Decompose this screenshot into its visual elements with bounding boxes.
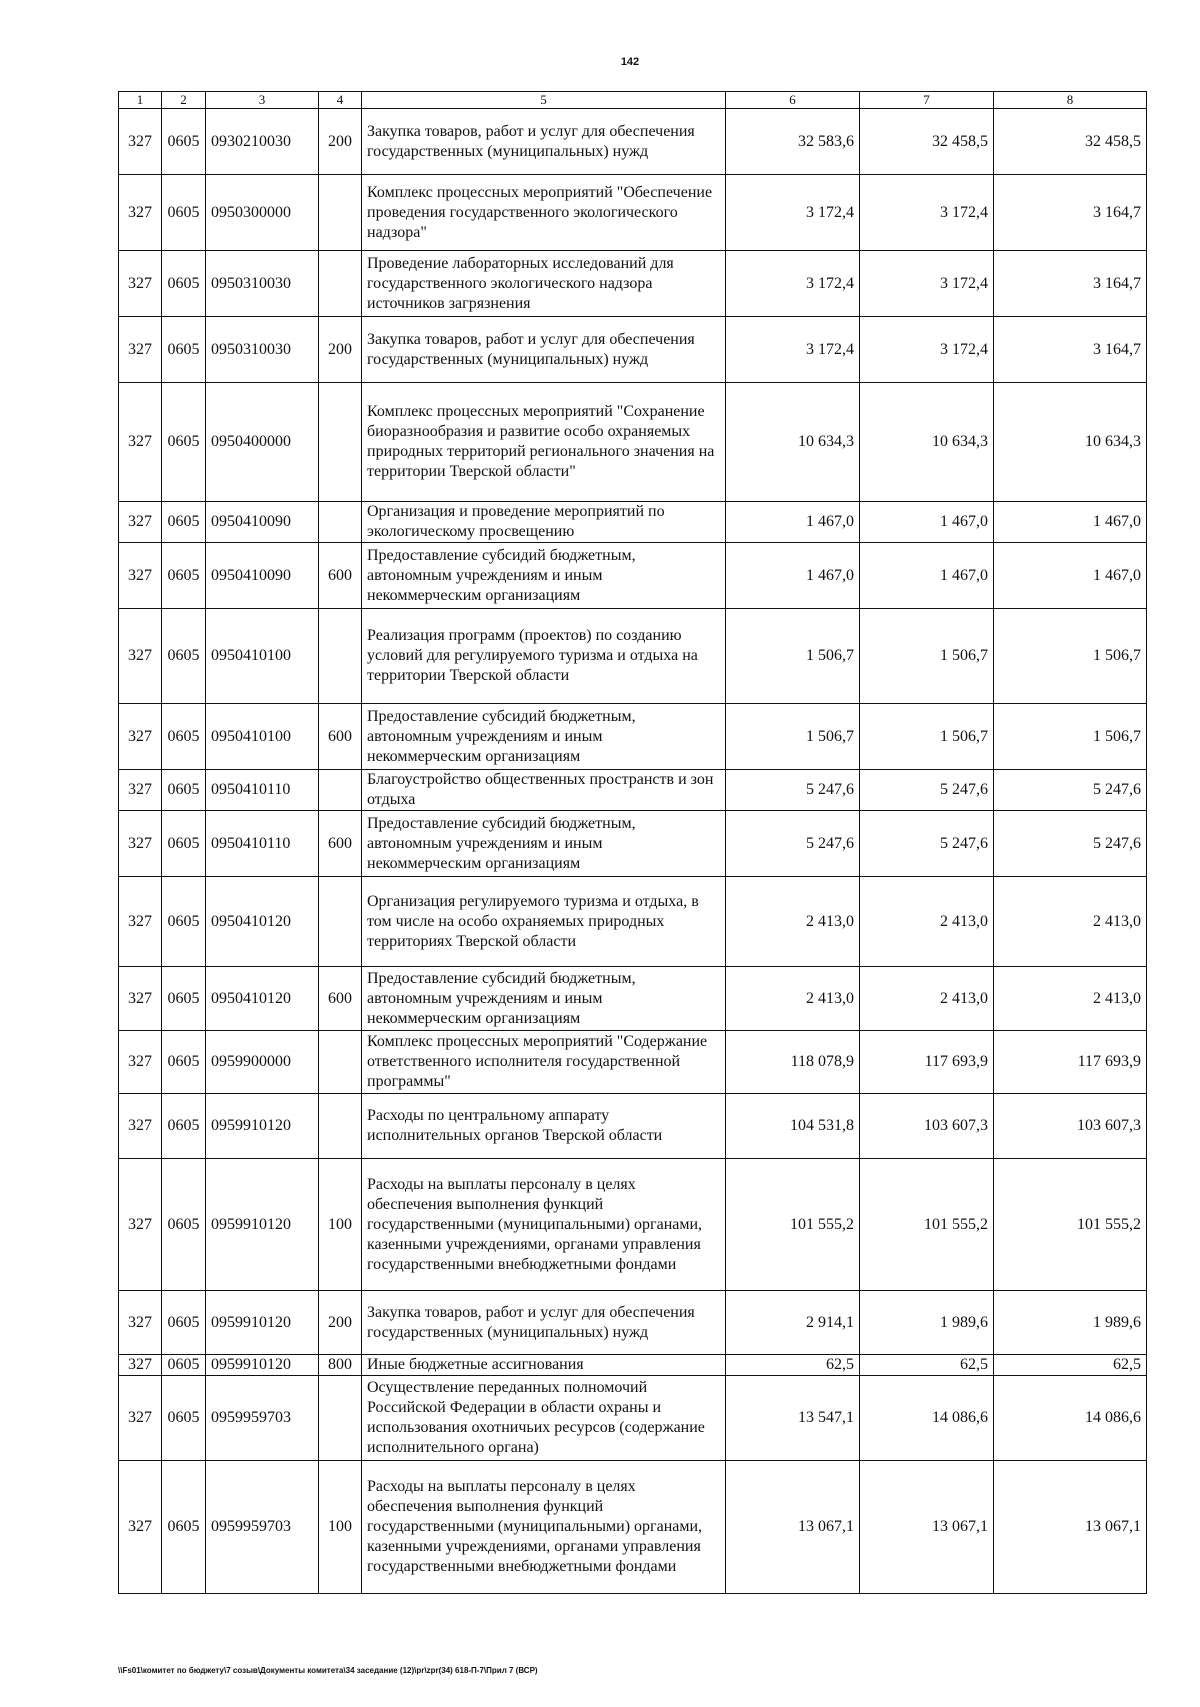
row-value-8: 5 247,6 (994, 770, 1147, 811)
row-description: Осуществление переданных полномочий Российской Федерации в области охраны и использования охотничьих ресурсов (содержание исполнительного органа) (362, 1376, 726, 1461)
table-row (119, 251, 1147, 317)
row-description: Организация регулируемого туризма и отдыха, в том числе на особо охраняемых природных территориях Тверской области (362, 877, 726, 967)
row-value-7: 1 467,0 (860, 543, 994, 609)
row-code-type: 600 (319, 967, 362, 1031)
column-header: 3 (206, 92, 319, 109)
row-code-type: 100 (319, 1461, 362, 1594)
row-description: Закупка товаров, работ и услуг для обеспечения государственных (муниципальных) нужд (362, 109, 726, 175)
row-code-type: 600 (319, 704, 362, 770)
row-code-target: 0959910120 (206, 1159, 319, 1291)
row-code-type (319, 251, 362, 317)
row-value-6: 5 247,6 (726, 811, 860, 877)
row-description: Закупка товаров, работ и услуг для обеспечения государственных (муниципальных) нужд (362, 317, 726, 383)
column-header: 5 (362, 92, 726, 109)
row-value-8: 2 413,0 (994, 877, 1147, 967)
row-code-grbs: 327 (119, 251, 162, 317)
row-code-grbs: 327 (119, 175, 162, 251)
row-code-type: 800 (319, 1355, 362, 1376)
table-row (119, 175, 1147, 251)
row-value-8: 1 506,7 (994, 609, 1147, 704)
table-row (119, 109, 1147, 175)
column-header: 6 (726, 92, 860, 109)
table-row (119, 502, 1147, 543)
row-value-8: 2 413,0 (994, 967, 1147, 1031)
row-code-section: 0605 (162, 502, 206, 543)
column-header: 2 (162, 92, 206, 109)
row-code-type: 200 (319, 317, 362, 383)
row-value-7: 5 247,6 (860, 770, 994, 811)
table-row (119, 317, 1147, 383)
row-code-type: 200 (319, 109, 362, 175)
row-description: Расходы на выплаты персоналу в целях обеспечения выполнения функций государственными (муниципальными) органами, казенными учреждениями, органами управления государственными внебюджетными фондами (362, 1159, 726, 1291)
table-row (119, 704, 1147, 770)
row-code-section: 0605 (162, 251, 206, 317)
row-code-grbs: 327 (119, 1376, 162, 1461)
row-code-section: 0605 (162, 1291, 206, 1355)
row-code-section: 0605 (162, 1355, 206, 1376)
row-value-8: 1 506,7 (994, 704, 1147, 770)
row-value-8: 5 247,6 (994, 811, 1147, 877)
row-code-target: 0950410110 (206, 770, 319, 811)
page-number: 142 (620, 56, 640, 68)
row-value-7: 1 989,6 (860, 1291, 994, 1355)
table-row (119, 383, 1147, 502)
table-row (119, 770, 1147, 811)
row-code-type: 100 (319, 1159, 362, 1291)
row-value-8: 1 989,6 (994, 1291, 1147, 1355)
row-code-grbs: 327 (119, 1159, 162, 1291)
row-value-7: 2 413,0 (860, 967, 994, 1031)
row-description: Реализация программ (проектов) по созданию условий для регулируемого туризма и отдыха на территории Тверской области (362, 609, 726, 704)
footer-file-path: \\Fs01\комитет по бюджету\7 созыв\Документы комитета\34 заседание (12)\pr\zpr(34) 618-П-7\Прил 7 (ВСР) (118, 1666, 538, 1675)
row-code-grbs: 327 (119, 543, 162, 609)
table-row (119, 1355, 1147, 1376)
row-value-7: 103 607,3 (860, 1094, 994, 1159)
row-value-6: 2 413,0 (726, 877, 860, 967)
row-value-6: 118 078,9 (726, 1031, 860, 1094)
row-description: Организация и проведение мероприятий по экологическому просвещению (362, 502, 726, 543)
row-description: Благоустройство общественных пространств и зон отдыха (362, 770, 726, 811)
row-code-type (319, 770, 362, 811)
row-code-section: 0605 (162, 1094, 206, 1159)
row-description: Предоставление субсидий бюджетным, автономным учреждениям и иным некоммерческим организациям (362, 811, 726, 877)
row-value-7: 117 693,9 (860, 1031, 994, 1094)
row-code-type: 600 (319, 811, 362, 877)
row-description: Комплекс процессных мероприятий "Обеспечение проведения государственного экологического надзора" (362, 175, 726, 251)
row-value-6: 101 555,2 (726, 1159, 860, 1291)
row-value-8: 13 067,1 (994, 1461, 1147, 1594)
row-code-type: 600 (319, 543, 362, 609)
row-code-target: 0950310030 (206, 251, 319, 317)
table-row (119, 1376, 1147, 1461)
row-code-target: 0950310030 (206, 317, 319, 383)
row-code-target: 0950410120 (206, 967, 319, 1031)
row-code-target: 0959910120 (206, 1355, 319, 1376)
row-code-section: 0605 (162, 383, 206, 502)
row-code-grbs: 327 (119, 811, 162, 877)
row-value-6: 2 914,1 (726, 1291, 860, 1355)
row-code-section: 0605 (162, 770, 206, 811)
row-code-grbs: 327 (119, 109, 162, 175)
row-description: Закупка товаров, работ и услуг для обеспечения государственных (муниципальных) нужд (362, 1291, 726, 1355)
row-code-type: 200 (319, 1291, 362, 1355)
row-value-7: 3 172,4 (860, 175, 994, 251)
column-header: 1 (119, 92, 162, 109)
row-code-type (319, 609, 362, 704)
row-value-7: 62,5 (860, 1355, 994, 1376)
row-value-8: 10 634,3 (994, 383, 1147, 502)
row-value-8: 3 164,7 (994, 317, 1147, 383)
row-code-section: 0605 (162, 877, 206, 967)
row-description: Предоставление субсидий бюджетным, автономным учреждениям и иным некоммерческим организациям (362, 543, 726, 609)
row-code-grbs: 327 (119, 502, 162, 543)
row-code-target: 0950410100 (206, 704, 319, 770)
row-value-8: 14 086,6 (994, 1376, 1147, 1461)
table-row (119, 1031, 1147, 1094)
row-value-6: 1 467,0 (726, 502, 860, 543)
row-code-target: 0959900000 (206, 1031, 319, 1094)
row-code-target: 0950410090 (206, 502, 319, 543)
row-value-8: 103 607,3 (994, 1094, 1147, 1159)
row-value-6: 3 172,4 (726, 175, 860, 251)
row-value-6: 62,5 (726, 1355, 860, 1376)
row-code-target: 0950410110 (206, 811, 319, 877)
table-row (119, 877, 1147, 967)
row-value-7: 13 067,1 (860, 1461, 994, 1594)
row-value-7: 1 467,0 (860, 502, 994, 543)
row-value-6: 5 247,6 (726, 770, 860, 811)
row-code-grbs: 327 (119, 770, 162, 811)
row-value-7: 2 413,0 (860, 877, 994, 967)
table-row (119, 609, 1147, 704)
row-value-6: 104 531,8 (726, 1094, 860, 1159)
row-code-grbs: 327 (119, 609, 162, 704)
row-description: Расходы на выплаты персоналу в целях обеспечения выполнения функций государственными (муниципальными) органами, казенными учреждениями, органами управления государственными внебюджетными фондами (362, 1461, 726, 1594)
table-row (119, 1461, 1147, 1594)
row-value-6: 1 506,7 (726, 609, 860, 704)
row-code-type (319, 1376, 362, 1461)
row-value-8: 1 467,0 (994, 502, 1147, 543)
row-code-grbs: 327 (119, 967, 162, 1031)
row-code-grbs: 327 (119, 1094, 162, 1159)
row-value-7: 5 247,6 (860, 811, 994, 877)
row-value-7: 32 458,5 (860, 109, 994, 175)
header-row (119, 92, 1147, 109)
row-value-6: 2 413,0 (726, 967, 860, 1031)
row-value-6: 13 547,1 (726, 1376, 860, 1461)
row-value-6: 1 506,7 (726, 704, 860, 770)
row-value-7: 3 172,4 (860, 317, 994, 383)
row-code-section: 0605 (162, 543, 206, 609)
row-code-section: 0605 (162, 967, 206, 1031)
row-description: Расходы по центральному аппарату исполнительных органов Тверской области (362, 1094, 726, 1159)
row-code-grbs: 327 (119, 1461, 162, 1594)
row-description: Комплекс процессных мероприятий "Сохранение биоразнообразия и развитие особо охраняемых природных территорий регионального значения на территории Тверской области" (362, 383, 726, 502)
row-code-target: 0950400000 (206, 383, 319, 502)
row-code-type (319, 383, 362, 502)
row-code-grbs: 327 (119, 383, 162, 502)
row-value-8: 3 164,7 (994, 251, 1147, 317)
row-value-7: 10 634,3 (860, 383, 994, 502)
row-code-grbs: 327 (119, 877, 162, 967)
row-value-8: 62,5 (994, 1355, 1147, 1376)
row-value-8: 117 693,9 (994, 1031, 1147, 1094)
row-code-section: 0605 (162, 609, 206, 704)
row-code-type (319, 175, 362, 251)
row-code-target: 0950410120 (206, 877, 319, 967)
row-code-section: 0605 (162, 1031, 206, 1094)
row-code-section: 0605 (162, 317, 206, 383)
row-code-grbs: 327 (119, 704, 162, 770)
row-value-6: 3 172,4 (726, 251, 860, 317)
row-code-section: 0605 (162, 1376, 206, 1461)
row-value-8: 101 555,2 (994, 1159, 1147, 1291)
row-value-6: 13 067,1 (726, 1461, 860, 1594)
row-code-grbs: 327 (119, 1031, 162, 1094)
row-value-8: 3 164,7 (994, 175, 1147, 251)
row-code-target: 0950410100 (206, 609, 319, 704)
table-row (119, 967, 1147, 1031)
row-code-target: 0930210030 (206, 109, 319, 175)
row-code-grbs: 327 (119, 1291, 162, 1355)
row-code-target: 0950300000 (206, 175, 319, 251)
row-value-7: 101 555,2 (860, 1159, 994, 1291)
row-value-8: 1 467,0 (994, 543, 1147, 609)
row-value-7: 3 172,4 (860, 251, 994, 317)
row-code-target: 0959910120 (206, 1094, 319, 1159)
table-row (119, 1094, 1147, 1159)
row-code-target: 0959959703 (206, 1376, 319, 1461)
row-code-target: 0950410090 (206, 543, 319, 609)
row-code-type (319, 1031, 362, 1094)
budget-table (118, 91, 1147, 1594)
table-row (119, 811, 1147, 877)
row-description: Предоставление субсидий бюджетным, автономным учреждениям и иным некоммерческим организациям (362, 967, 726, 1031)
column-header: 7 (860, 92, 994, 109)
row-value-6: 1 467,0 (726, 543, 860, 609)
column-header: 8 (994, 92, 1147, 109)
row-description: Иные бюджетные ассигнования (362, 1355, 726, 1376)
table-row (119, 1159, 1147, 1291)
row-code-type (319, 877, 362, 967)
row-code-target: 0959910120 (206, 1291, 319, 1355)
row-value-7: 14 086,6 (860, 1376, 994, 1461)
row-value-6: 3 172,4 (726, 317, 860, 383)
row-code-type (319, 1094, 362, 1159)
row-code-section: 0605 (162, 1159, 206, 1291)
row-code-section: 0605 (162, 811, 206, 877)
row-value-6: 32 583,6 (726, 109, 860, 175)
row-value-8: 32 458,5 (994, 109, 1147, 175)
row-code-target: 0959959703 (206, 1461, 319, 1594)
row-code-section: 0605 (162, 704, 206, 770)
row-code-grbs: 327 (119, 1355, 162, 1376)
row-value-7: 1 506,7 (860, 704, 994, 770)
row-value-6: 10 634,3 (726, 383, 860, 502)
column-header: 4 (319, 92, 362, 109)
row-code-section: 0605 (162, 109, 206, 175)
row-value-7: 1 506,7 (860, 609, 994, 704)
row-description: Проведение лабораторных исследований для государственного экологического надзора источников загрязнения (362, 251, 726, 317)
row-description: Предоставление субсидий бюджетным, автономным учреждениям и иным некоммерческим организациям (362, 704, 726, 770)
row-code-section: 0605 (162, 1461, 206, 1594)
row-description: Комплекс процессных мероприятий "Содержание ответственного исполнителя государственной программы" (362, 1031, 726, 1094)
table-row (119, 1291, 1147, 1355)
row-code-section: 0605 (162, 175, 206, 251)
row-code-grbs: 327 (119, 317, 162, 383)
table-row (119, 543, 1147, 609)
row-code-type (319, 502, 362, 543)
